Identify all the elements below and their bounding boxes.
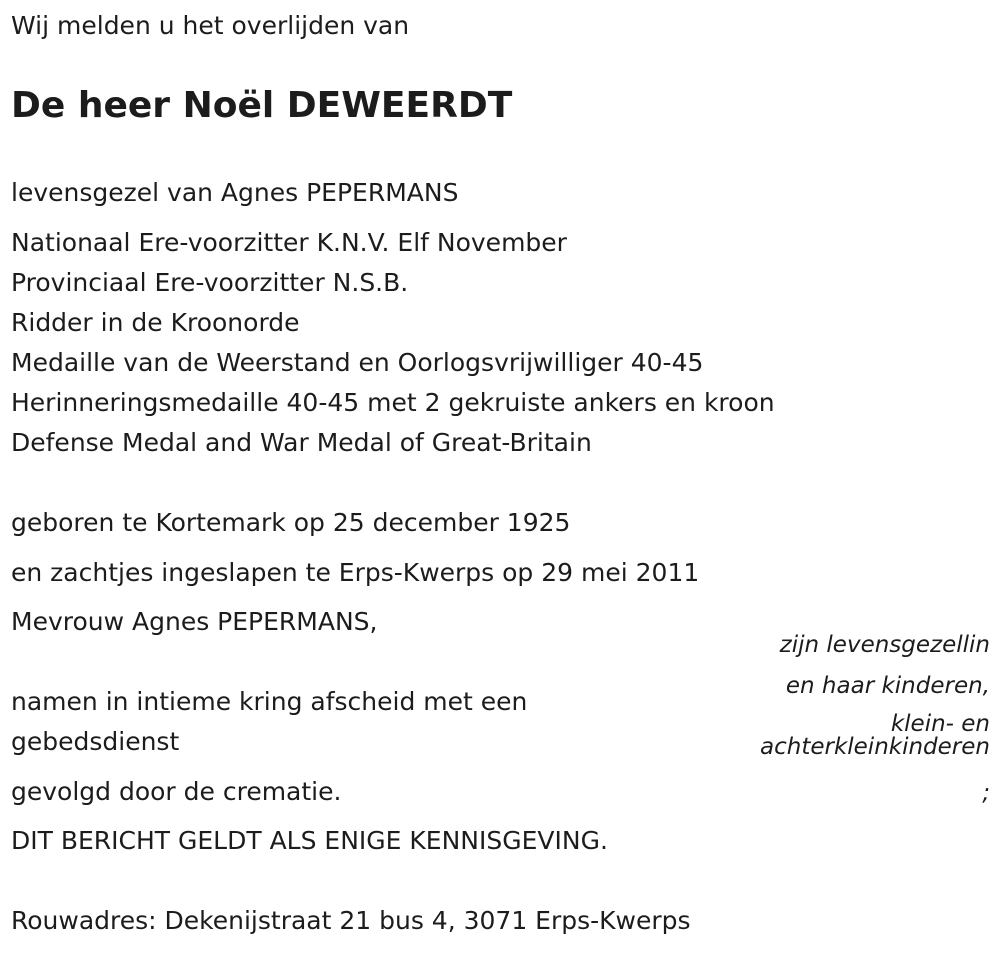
family-line: en haar kinderen, [785,673,990,699]
title-line: Herinneringsmedaille 40-45 met 2 gekruiste ankers en kroon [11,388,775,417]
family-line: ; [982,780,990,806]
intro-text: Wij melden u het overlijden van [11,11,410,40]
family-intro: Mevrouw Agnes PEPERMANS, [11,607,378,636]
ceremony-line: gebedsdienst [11,727,180,756]
ceremony-line: gevolgd door de crematie. [11,777,342,806]
deceased-name: De heer Noël DEWEERDT [11,85,513,126]
family-line: achterkleinkinderen [760,734,990,760]
notice-line: DIT BERICHT GELDT ALS ENIGE KENNISGEVING. [11,826,608,855]
title-line: Ridder in de Kroonorde [11,308,300,337]
title-line: Nationaal Ere-voorzitter K.N.V. Elf November [11,228,567,257]
title-line: Medaille van de Weerstand en Oorlogsvrijwilliger 40-45 [11,348,704,377]
ceremony-line: namen in intieme kring afscheid met een [11,687,528,716]
birth-line: geboren te Kortemark op 25 december 1925 [11,508,571,537]
partner-line: levensgezel van Agnes PEPERMANS [11,178,459,207]
title-line: Provinciaal Ere-voorzitter N.S.B. [11,268,409,297]
address-line: Rouwadres: Dekenijstraat 21 bus 4, 3071 Erps-Kwerps [11,906,691,935]
family-line: zijn levensgezellin [779,632,990,658]
title-line: Defense Medal and War Medal of Great-Britain [11,428,592,457]
death-line: en zachtjes ingeslapen te Erps-Kwerps op 29 mei 2011 [11,558,700,587]
family-line: klein- en [890,711,990,737]
